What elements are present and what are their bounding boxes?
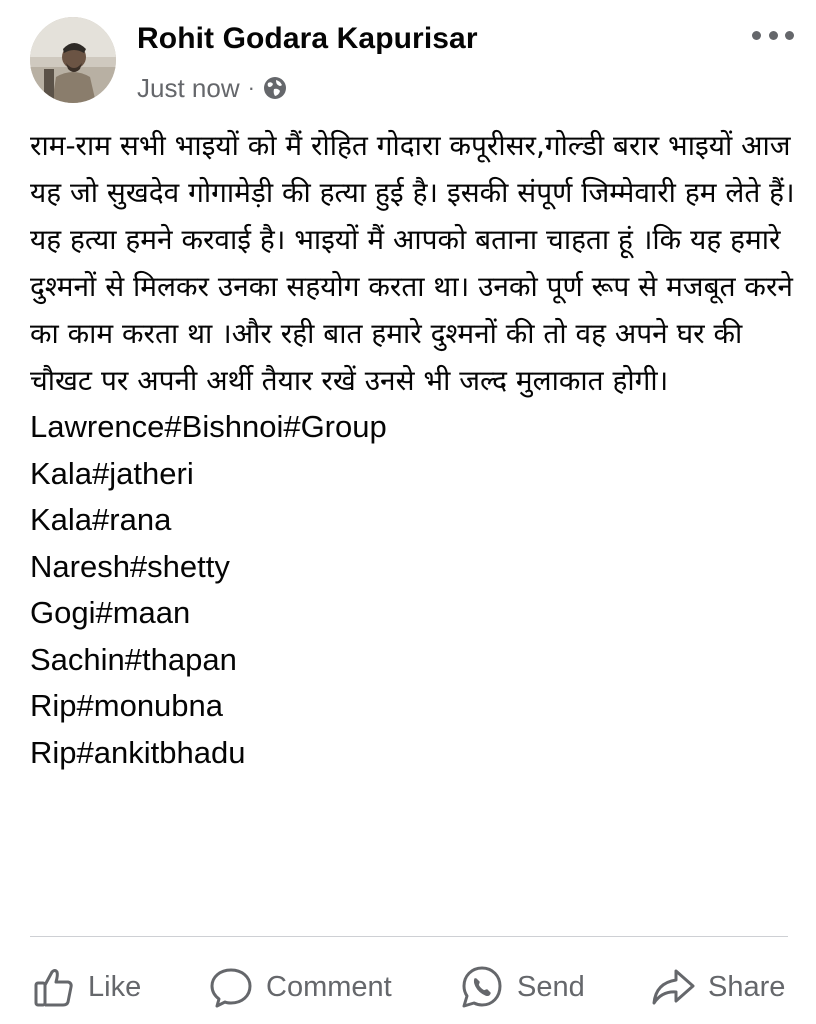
tag-line: Rip#ankitbhadu [30,734,246,770]
tag-line: Gogi#maan [30,595,191,630]
more-dot-icon [785,31,794,40]
tag-list [30,404,800,776]
tag-line: Kala#rana [30,502,172,537]
post-body [30,122,804,776]
tag-line: Lawrence#Bishnoi#Group [30,409,387,444]
tag-line: Rip#monubna [30,688,224,723]
share-arrow-icon [650,967,696,1007]
like-label: Like [88,970,142,1003]
comment-label: Comment [266,970,392,1003]
post-header [0,0,816,118]
share-button[interactable] [650,958,785,1016]
tag-line: Sachin#thapan [30,641,237,677]
more-dot-icon [752,31,761,40]
tag-line: Kala#jatheri [30,455,194,491]
action-bar [0,958,816,1016]
send-button[interactable] [459,958,585,1016]
post-text: राम-राम सभी भाइयों को मैं रोहित गोदारा कपूरीसर,गोल्डी बरार भाइयों आज यह जो सुखदेव गोगामेड़ी की हत्या हुई है। इसकी संपूर्ण जिम्मेवारी हम लेते हैं। यह हत्या हमने करवाई है। भाइयों मैं आपको बताना चाहता हूं ।कि यह हमारे दुश्मनों से मिलकर उनका सहयोग करता था। उनको पूर्ण रूप से मजबूत करने का काम करता था ।और रही बात हमारे दुश्मनों की तो वह अपने घर की चौखट पर अपनी अर्थी तैयार रखें उनसे भी जल्द मुलाकात होगी। [30,129,804,397]
actions-divider [30,936,788,937]
globe-icon[interactable] [263,76,287,100]
post-timestamp[interactable]: Just now [137,72,240,103]
meta-separator: · [247,75,255,100]
share-label: Share [708,970,786,1003]
avatar[interactable] [30,17,116,103]
thumbs-up-icon [32,965,76,1009]
more-options-button[interactable] [752,24,794,46]
tag-line: Naresh#shetty [30,548,230,584]
author-name[interactable]: Rohit Godara Kapurisar [137,22,478,55]
whatsapp-icon [459,964,505,1010]
comment-button[interactable] [208,958,392,1016]
profile-photo [30,17,116,103]
like-button[interactable] [32,958,141,1016]
comment-icon [208,965,254,1009]
post-meta [137,72,287,104]
send-label: Send [517,970,585,1003]
more-dot-icon [769,31,778,40]
